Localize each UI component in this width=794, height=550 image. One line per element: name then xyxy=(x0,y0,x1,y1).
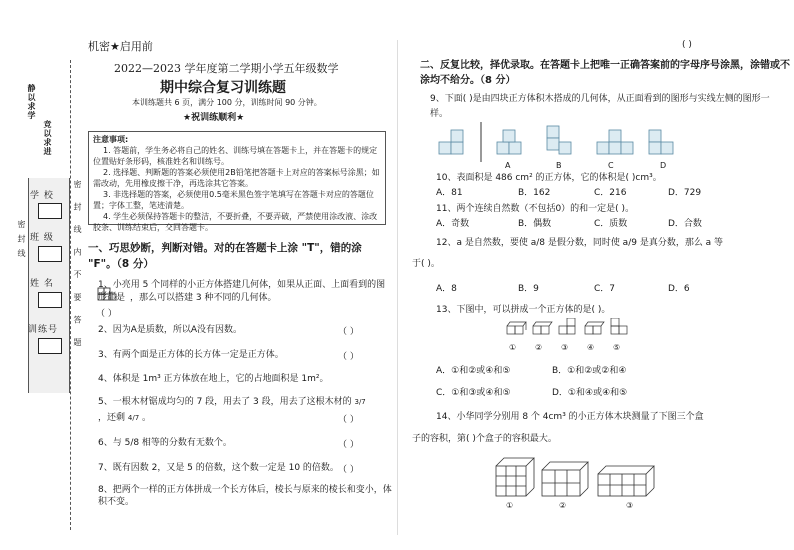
secret-label: 机密★启用前 xyxy=(88,40,153,53)
notice-item: 4. 学生必须保持答题卡的整洁，不要折叠，不要弄破，严禁使用涂改液、涂改胶条、训练结束后，交回答题卡。 xyxy=(93,212,378,232)
q11-option-c[interactable]: C．质数 xyxy=(594,219,628,229)
number-label: 训练号 xyxy=(28,325,59,335)
seal-line-right: 密 封 线 内 不 要 答 题 xyxy=(73,180,82,352)
q5-end: 。 xyxy=(142,413,152,423)
name-field[interactable] xyxy=(38,292,62,308)
notice-title: 注意事项: xyxy=(93,135,129,144)
q12-option-a[interactable]: A．8 xyxy=(436,284,457,294)
question-11: 11、两个连续自然数（不包括0）的和一定是( )。 xyxy=(436,204,635,214)
q14-boxes xyxy=(490,452,670,504)
question-4: 4、体积是 1m³ 正方体放在地上，它的占地面积是 1m²。 xyxy=(98,374,329,384)
q9-label-c: C xyxy=(608,161,614,170)
motto-left: 静以求学 xyxy=(27,84,36,120)
q9-reference-figure xyxy=(439,130,463,154)
q14-label-3: ③ xyxy=(626,501,634,510)
q13-option-d[interactable]: D．①和④或④和⑤ xyxy=(552,388,628,398)
exam-info: 本训练题共 6 页，满分 100 分，训练时间 90 分钟。 xyxy=(132,98,322,107)
q13-label-5: ⑤ xyxy=(613,343,621,352)
school-field[interactable] xyxy=(38,203,62,219)
question-10: 10、表面积是 486 cm² 的正方体，它的体积是( )cm³。 xyxy=(436,173,662,183)
answer-paren-5[interactable]: （ ） xyxy=(338,415,359,425)
q13-label-3: ③ xyxy=(561,343,569,352)
q13-label-1: ① xyxy=(509,343,517,352)
q12-option-b[interactable]: B．9 xyxy=(518,284,539,294)
seal-line-left: 密 封 线 xyxy=(17,220,26,260)
question-8: 8、把两个一样的正方体拼成一个长方体后，棱长与原来的棱长和变小，体积不变。 xyxy=(98,485,392,507)
question-1-line1: 1、小亮用 5 个同样的小正方体搭建几何体，如果从正面、上面看到的图形都 xyxy=(98,280,386,302)
answer-paren-3[interactable]: （ ） xyxy=(338,352,359,362)
q12-option-d[interactable]: D．6 xyxy=(668,284,690,294)
question-14-line2: 子的容积，第( )个盒子的容积最大。 xyxy=(412,434,557,444)
q13-option-b[interactable]: B．①和②或②和④ xyxy=(552,366,627,376)
answer-paren-2[interactable]: （ ） xyxy=(338,327,359,337)
class-field[interactable] xyxy=(38,246,62,262)
notice-item: 2. 选择题、判断题的答案必须使用2B铅笔把答题卡上对应的答案标号涂黑；如需改动，先用橡皮擦干净，再选涂其它答案。 xyxy=(93,168,380,188)
q1-shape-icon xyxy=(96,286,120,302)
question-13: 13、下图中，可以拼成一个正方体的是( )。 xyxy=(436,305,611,315)
q9-figures xyxy=(435,122,735,172)
question-1-line2: ，那么可以搭建 3 种不同的几何体。 xyxy=(130,293,277,303)
name-label: 姓 名 xyxy=(30,279,54,289)
q11-option-a[interactable]: A．奇数 xyxy=(436,219,470,229)
q10-option-b[interactable]: B．162 xyxy=(518,188,551,198)
question-12-line2: 于( )。 xyxy=(412,259,440,269)
q9-label-d: D xyxy=(660,161,667,170)
question-5-line2 xyxy=(98,412,151,424)
question-2: 2、因为A是质数，所以A没有因数。 xyxy=(98,325,243,335)
question-9: 9、下面( )是由四块正方体积木搭成的几何体，从正面看到的图形与实线左侧的图形一样。 xyxy=(430,94,770,119)
q13-label-4: ④ xyxy=(587,343,595,352)
q10-option-a[interactable]: A．81 xyxy=(436,188,463,198)
answer-paren-6[interactable]: （ ） xyxy=(338,440,359,450)
number-field[interactable] xyxy=(38,338,62,354)
school-label: 学 校 xyxy=(30,191,54,201)
question-1-shape-prefix: 是 xyxy=(116,293,126,303)
question-7: 7、既有因数 2，又是 5 的倍数，这个数一定是 10 的倍数。 xyxy=(98,463,339,473)
top-answer-paren[interactable]: ( ) xyxy=(682,40,692,50)
question-6: 6、与 5/8 相等的分数有无数个。 xyxy=(98,438,232,448)
answer-paren-7[interactable]: （ ） xyxy=(338,465,359,475)
exam-wish: ★祝训练顺利★ xyxy=(183,113,245,123)
q12-option-c[interactable]: C．7 xyxy=(594,284,616,294)
question-5-line1 xyxy=(98,396,366,408)
part2-heading: 二、反复比较，择优录取。在答题卡上把唯一正确答案前的字母序号涂黑，涂错或不涂均不给分。（8 分） xyxy=(420,60,790,86)
question-14-line1: 14、小华同学分别用 8 个 4cm³ 的小正方体木块测量了下图三个盒 xyxy=(436,412,704,422)
question-12-line1: 12、a 是自然数，要使 a/8 是假分数，同时使 a/9 是真分数，那么 a 等 xyxy=(436,238,724,248)
binding-strip xyxy=(18,60,80,530)
q11-option-b[interactable]: B．偶数 xyxy=(518,219,552,229)
q13-label-2: ② xyxy=(535,343,543,352)
q14-label-2: ② xyxy=(559,501,567,510)
q5-remaining: ，还剩 xyxy=(98,413,126,423)
page-title: 期中综合复习训练题 xyxy=(160,80,286,96)
school-year: 2022—2023 学年度第二学期小学五年级数学 xyxy=(114,62,339,75)
q13-option-c[interactable]: C．①和③或④和⑤ xyxy=(436,388,511,398)
q5-fraction: 3/7 xyxy=(354,398,366,406)
q10-option-c[interactable]: C．216 xyxy=(594,188,627,198)
question-3: 3、有两个面是正方体的长方体一定是正方体。 xyxy=(98,350,284,360)
class-label: 班 级 xyxy=(30,233,54,243)
part1-heading: 一、巧思妙断，判断对错。对的在答题卡上涂 "T"，错的涂 "F"。（8 分） xyxy=(88,242,362,270)
q9-label-a: A xyxy=(505,161,511,170)
q14-label-1: ① xyxy=(506,501,514,510)
notice-item: 1. 答题前，学生务必将自己的姓名、训练号填在答题卡上，并在答题卡的规定位置贴好条形码，核准姓名和训练号。 xyxy=(93,146,378,166)
seal-dashed-line xyxy=(70,60,71,530)
q13-option-a[interactable]: A．①和②或④和⑤ xyxy=(436,366,511,376)
answer-paren-1[interactable]: （ ） xyxy=(96,309,117,319)
notice-box xyxy=(88,131,386,232)
q9-label-b: B xyxy=(556,161,562,170)
q11-option-d[interactable]: D．合数 xyxy=(668,219,702,229)
q10-option-d[interactable]: D．729 xyxy=(668,188,702,198)
q5-text: 5、一根木材锯成均匀的 7 段，用去了 3 段，用去了这根木材的 xyxy=(98,397,352,407)
q5-fraction-2: 4/7 xyxy=(127,414,140,422)
q13-figures xyxy=(505,318,635,344)
motto-right: 竞以求进 xyxy=(43,120,52,156)
column-divider xyxy=(397,40,398,535)
notice-item: 3. 非选择题的答案，必须使用0.5毫米黑色签字笔填写在答题卡对应的答题位置；字体工整，笔迹清楚。 xyxy=(93,190,374,210)
